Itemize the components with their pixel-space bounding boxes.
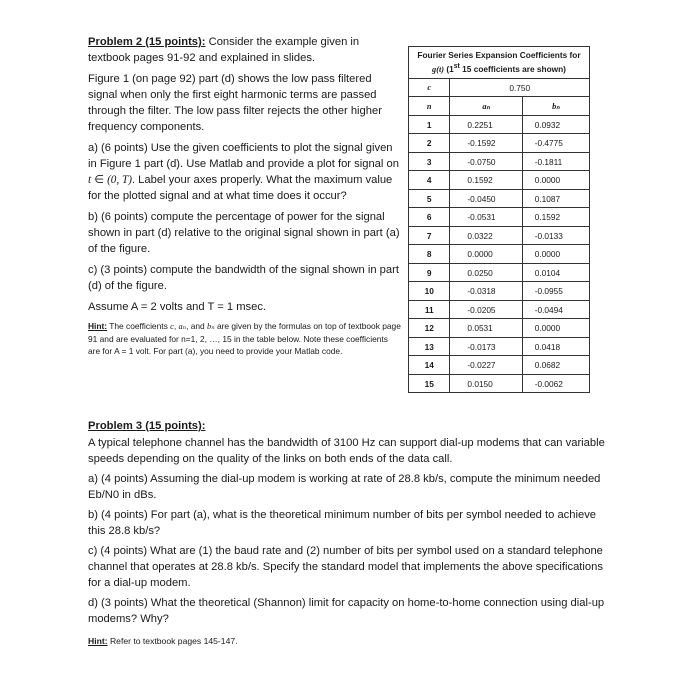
table-row bbox=[409, 152, 590, 171]
bn-header: bₙ bbox=[522, 97, 589, 116]
problem-2-part-b: b) (6 points) compute the percentage of power for the signal shown in part (d) relative to the original signal shown in part (a) of the figure. bbox=[88, 211, 400, 255]
coef-n: 11 bbox=[409, 300, 450, 319]
coef-bn: -0.0955 bbox=[522, 282, 589, 301]
hint-var-an: aₙ bbox=[178, 322, 187, 331]
coef-n: 3 bbox=[409, 152, 450, 171]
hint-text: Refer to textbook pages 145-147. bbox=[107, 636, 238, 646]
problem-2-intro-text: Consider the example given in textbook pages 91-92 and explained in slides. bbox=[88, 36, 360, 64]
coef-an: -0.0227 bbox=[450, 356, 522, 375]
problem-3-part-c: c) (4 points) What are (1) the baud rate and (2) number of bits per symbol used on a standard telephone channel that operates at 28.8 kb/s. Specify the standard model that implements the above specifications for a dial-up modem. bbox=[88, 545, 603, 589]
problem-2-figure-text: Figure 1 (on page 92) part (d) shows the low pass filtered signal when only the first eight harmonic terms are passed through the filter. The low pass filter rejects the other higher frequency components. bbox=[88, 73, 382, 133]
coef-an: 0.0150 bbox=[450, 374, 522, 393]
table-row bbox=[409, 319, 590, 338]
problem-2-intro bbox=[88, 34, 402, 66]
coef-n: 2 bbox=[409, 134, 450, 153]
coef-an: -0.0205 bbox=[450, 300, 522, 319]
hint-label: Hint: bbox=[88, 636, 108, 646]
coef-n: 4 bbox=[409, 171, 450, 190]
coef-bn: 0.0000 bbox=[522, 245, 589, 264]
coef-bn: -0.1811 bbox=[522, 152, 589, 171]
caption-g: g(t) bbox=[432, 64, 445, 74]
table-row bbox=[409, 245, 590, 264]
coef-an: -0.0450 bbox=[450, 189, 522, 208]
problem-2-part-c: c) (3 points) compute the bandwidth of the signal shown in part (d) of the figure. bbox=[88, 264, 399, 292]
table-row bbox=[409, 134, 590, 153]
coef-bn: -0.0494 bbox=[522, 300, 589, 319]
table-row bbox=[409, 189, 590, 208]
hint-text-2: are given by the formulas on top of textbook page 91 and are evaluated for n=1, 2, …, 15 in the table below. Note these coefficients are for A = 1 volt. For part (a), you need to provide your Matlab code. bbox=[88, 321, 401, 356]
var-t: t bbox=[88, 174, 92, 186]
coef-n: 13 bbox=[409, 337, 450, 356]
table-row bbox=[409, 356, 590, 375]
problem-2-part-a bbox=[88, 140, 402, 204]
caption-text-3: 15 coefficients are shown) bbox=[459, 63, 566, 74]
table-row bbox=[409, 171, 590, 190]
problem-2-title: Problem 2 (15 points): bbox=[88, 36, 206, 48]
coef-an: -0.0750 bbox=[450, 152, 522, 171]
coef-an: 0.0531 bbox=[450, 319, 522, 338]
caption-line-1: Fourier Series Expansion Coefficients for bbox=[417, 50, 581, 60]
coef-bn: 0.0682 bbox=[522, 356, 589, 375]
interval: (0, T) bbox=[107, 174, 132, 186]
problem-3-hint bbox=[88, 633, 608, 649]
coef-bn: 0.0418 bbox=[522, 337, 589, 356]
coef-an: 0.0250 bbox=[450, 263, 522, 282]
coef-n: 15 bbox=[409, 374, 450, 393]
problem-3-part-d: d) (3 points) What the theoretical (Shannon) limit for capacity on home-to-home connection using dial-up modems? Why? bbox=[88, 597, 605, 625]
table-row bbox=[409, 282, 590, 301]
caption-sup: st bbox=[453, 63, 460, 70]
table-caption bbox=[409, 47, 590, 79]
part-a-text-2: . Label your axes properly. What the maximum value for the plotted signal and at what time does it occur? bbox=[88, 174, 393, 202]
problem-2-assumption: Assume A = 2 volts and T = 1 msec. bbox=[88, 301, 267, 313]
table-row bbox=[409, 374, 590, 393]
coefficient-rows bbox=[409, 115, 590, 393]
problem-3 bbox=[88, 418, 608, 653]
coef-n: 8 bbox=[409, 245, 450, 264]
table-row bbox=[409, 337, 590, 356]
coef-an: -0.0173 bbox=[450, 337, 522, 356]
coef-bn: 0.0000 bbox=[522, 171, 589, 190]
coef-an: 0.0000 bbox=[450, 245, 522, 264]
coef-bn: -0.0062 bbox=[522, 374, 589, 393]
c-value: 0.750 bbox=[450, 78, 590, 97]
hint-text-1: The coefficients bbox=[107, 321, 171, 331]
problem-3-part-b: b) (4 points) For part (a), what is the theoretical minimum number of bits per symbol needed to achieve this 28.8 kb/s? bbox=[88, 509, 597, 537]
coef-bn: 0.0104 bbox=[522, 263, 589, 282]
coef-n: 14 bbox=[409, 356, 450, 375]
coef-bn: -0.4775 bbox=[522, 134, 589, 153]
table-row bbox=[409, 300, 590, 319]
hint-sep-2: , and bbox=[186, 321, 208, 331]
coef-n: 7 bbox=[409, 226, 450, 245]
table-row bbox=[409, 208, 590, 227]
coef-an: -0.0318 bbox=[450, 282, 522, 301]
table-row bbox=[409, 226, 590, 245]
coef-bn: 0.1592 bbox=[522, 208, 589, 227]
hint-var-c: c bbox=[170, 322, 174, 331]
problem-3-title: Problem 3 (15 points): bbox=[88, 420, 206, 432]
coef-an: 0.2251 bbox=[450, 115, 522, 134]
coef-an: -0.0531 bbox=[450, 208, 522, 227]
coef-bn: 0.0932 bbox=[522, 115, 589, 134]
coef-an: 0.1592 bbox=[450, 171, 522, 190]
coef-bn: -0.0133 bbox=[522, 226, 589, 245]
coef-n: 6 bbox=[409, 208, 450, 227]
element-of: ∈ bbox=[91, 174, 108, 186]
coef-n: 10 bbox=[409, 282, 450, 301]
coef-n: 5 bbox=[409, 189, 450, 208]
table-row bbox=[409, 263, 590, 282]
coef-an: -0.1592 bbox=[450, 134, 522, 153]
coef-n: 9 bbox=[409, 263, 450, 282]
c-label: c bbox=[409, 78, 450, 97]
problem-3-intro: A typical telephone channel has the bandwidth of 3100 Hz can support dial-up modems that can variable speeds depending on the quality of the links on both ends of the data call. bbox=[88, 437, 605, 465]
coef-bn: 0.0000 bbox=[522, 319, 589, 338]
hint-sep-1: , bbox=[173, 321, 179, 331]
coef-n: 12 bbox=[409, 319, 450, 338]
coef-an: 0.0322 bbox=[450, 226, 522, 245]
coef-bn: 0.1087 bbox=[522, 189, 589, 208]
caption-text-2: (1 bbox=[444, 63, 454, 74]
problem-2-hint bbox=[88, 320, 402, 357]
part-a-text-1: a) (6 points) Use the given coefficients to plot the signal given in Figure 1 part (d). Use Matlab and provide a plot for signal on bbox=[88, 142, 399, 170]
coefficient-table bbox=[408, 46, 590, 393]
problem-3-part-a: a) (4 points) Assuming the dial-up modem is working at rate of 28.8 kb/s, compute the minimum needed Eb/N0 in dBs. bbox=[88, 473, 601, 501]
coef-n: 1 bbox=[409, 115, 450, 134]
table-row bbox=[409, 115, 590, 134]
an-header: aₙ bbox=[450, 97, 522, 116]
hint-label: Hint: bbox=[88, 321, 108, 331]
n-header: n bbox=[409, 97, 450, 116]
problem-2 bbox=[88, 34, 402, 362]
hint-var-bn: bₙ bbox=[207, 322, 215, 331]
